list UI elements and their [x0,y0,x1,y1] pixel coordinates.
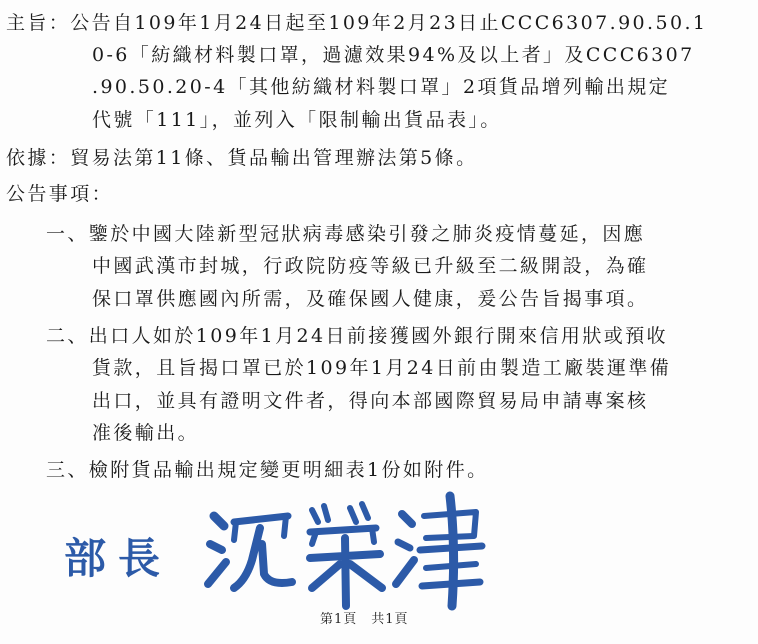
item-1-line-3: 保口罩供應國內所需，及確保國人健康，爰公告旨揭事項。 [92,288,649,310]
item-3-line: 三、檢附貨品輸出規定變更明細表1份如附件。 [46,459,489,481]
item-2-line-4: 准後輸出。 [92,422,200,444]
page-number: 第1頁 共1頁 [320,612,409,627]
item-1-line-1: 一、鑒於中國大陸新型冠狀病毒感染引發之肺炎疫情蔓延，因應 [46,223,646,245]
minister-signature [200,488,490,618]
subject-line-4: 代號「111」，並列入「限制輸出貨品表」。 [92,109,502,131]
subject-line-3: .90.50.20-4「其他紡織材料製口罩」2項貨品增列輸出規定 [92,76,671,98]
item-1-line-2: 中國武漢市封城，行政院防疫等級已升級至二級開設，為確 [92,255,649,277]
basis-line: 依據：貿易法第11條、貨品輸出管理辦法第5條。 [6,147,478,169]
item-2-line-1: 二、出口人如於109年1月24日前接獲國外銀行開來信用狀或預收 [46,325,668,347]
item-2-line-2: 貨款，且旨揭口罩已於109年1月24日前由製造工廠裝運準備 [92,357,672,379]
minister-title: 部長 [64,534,173,583]
item-2-line-3: 出口，並具有證明文件者，得向本部國際貿易局申請專案核 [92,390,649,412]
subject-line-1: 主旨：公告自109年1月24日起至109年2月23日止CCC6307.90.50.1 [6,12,708,34]
notice-heading: 公告事項： [6,183,114,205]
subject-line-2: 0-6「紡織材料製口罩，過濾效果94%及以上者」及CCC6307 [92,44,695,66]
